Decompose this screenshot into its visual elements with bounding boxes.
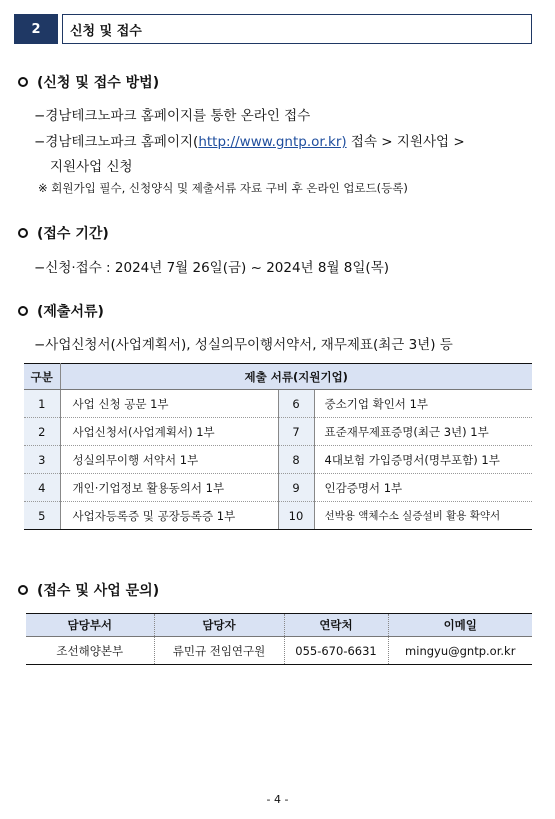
- documents-line: −사업신청서(사업계획서), 성실의무이행서약서, 재무제표(최근 3년) 등: [34, 337, 453, 353]
- contact-person: 류민규 전임연구원: [154, 637, 284, 665]
- doc-item: 성실의무이행 서약서 1부: [60, 446, 278, 474]
- doc-item: 사업 신청 공문 1부: [60, 390, 278, 418]
- contact-email[interactable]: mingyu@gntp.or.kr: [388, 637, 532, 665]
- documents-heading: [18, 301, 104, 321]
- contact-phone: 055-670-6631: [284, 637, 388, 665]
- table-row: [24, 390, 532, 418]
- contact-header-phone: 연락처: [284, 614, 388, 637]
- table-row: [26, 637, 532, 665]
- period-heading: [18, 223, 109, 243]
- circle-bullet-icon: [18, 228, 28, 238]
- method-line-2: [34, 130, 465, 150]
- doc-item: 선박용 액체수소 실증설비 활용 확약서: [314, 502, 532, 530]
- period-heading-text: (접수 기간): [37, 226, 109, 242]
- doc-item: 사업자등록증 및 공장등록증 1부: [60, 502, 278, 530]
- doc-item: 사업신청서(사업계획서) 1부: [60, 418, 278, 446]
- contact-dept: 조선해양본부: [26, 637, 154, 665]
- documents-heading-text: (제출서류): [37, 304, 104, 320]
- method-line-1: −경남테크노파크 홈페이지를 통한 온라인 접수: [34, 108, 311, 124]
- method-line-2-suffix: 접속 > 지원사업 >: [346, 134, 465, 150]
- doc-item: 중소기업 확인서 1부: [314, 390, 532, 418]
- doc-num: 2: [24, 418, 60, 446]
- doc-item: 개인·기업정보 활용동의서 1부: [60, 474, 278, 502]
- doc-num: 1: [24, 390, 60, 418]
- doc-item: 표준재무제표증명(최근 3년) 1부: [314, 418, 532, 446]
- doc-num: 7: [278, 418, 314, 446]
- doc-num: 5: [24, 502, 60, 530]
- doc-num: 10: [278, 502, 314, 530]
- method-line-3: 지원사업 신청: [50, 159, 133, 175]
- page-number: - 4 -: [266, 793, 289, 806]
- method-heading: [18, 72, 159, 92]
- doc-num: 6: [278, 390, 314, 418]
- contact-header-dept: 담당부서: [26, 614, 154, 637]
- table-row: [24, 474, 532, 502]
- circle-bullet-icon: [18, 585, 28, 595]
- doc-num: 8: [278, 446, 314, 474]
- doc-num: 3: [24, 446, 60, 474]
- contact-heading-text: (접수 및 사업 문의): [37, 583, 160, 599]
- contact-header-email: 이메일: [388, 614, 532, 637]
- doc-item: 4대보험 가입증명서(명부포함) 1부: [314, 446, 532, 474]
- method-line-2-prefix: −경남테크노파크 홈페이지(: [34, 134, 199, 150]
- contact-heading: [18, 580, 159, 600]
- period-line: −신청·접수 : 2024년 7월 26일(금) ~ 2024년 8월 8일(목): [34, 260, 390, 276]
- section-header: [14, 14, 532, 44]
- doc-item: 인감증명서 1부: [314, 474, 532, 502]
- documents-table: [24, 363, 532, 530]
- documents-table-header-title: 제출 서류(지원기업): [60, 364, 532, 390]
- contact-table: [26, 613, 532, 665]
- doc-num: 4: [24, 474, 60, 502]
- circle-bullet-icon: [18, 306, 28, 316]
- circle-bullet-icon: [18, 77, 28, 87]
- documents-table-header-num: 구분: [24, 364, 60, 390]
- table-row: [24, 502, 532, 530]
- contact-header-person: 담당자: [154, 614, 284, 637]
- table-row: [24, 446, 532, 474]
- table-row: [24, 418, 532, 446]
- doc-num: 9: [278, 474, 314, 502]
- section-number: 2: [14, 14, 58, 44]
- section-title: 신청 및 접수: [62, 14, 532, 44]
- method-heading-text: (신청 및 접수 방법): [37, 75, 160, 91]
- homepage-link[interactable]: http://www.gntp.or.kr): [198, 134, 347, 150]
- method-note: ※ 회원가입 필수, 신청양식 및 제출서류 자료 구비 후 온라인 업로드(등록): [38, 181, 408, 195]
